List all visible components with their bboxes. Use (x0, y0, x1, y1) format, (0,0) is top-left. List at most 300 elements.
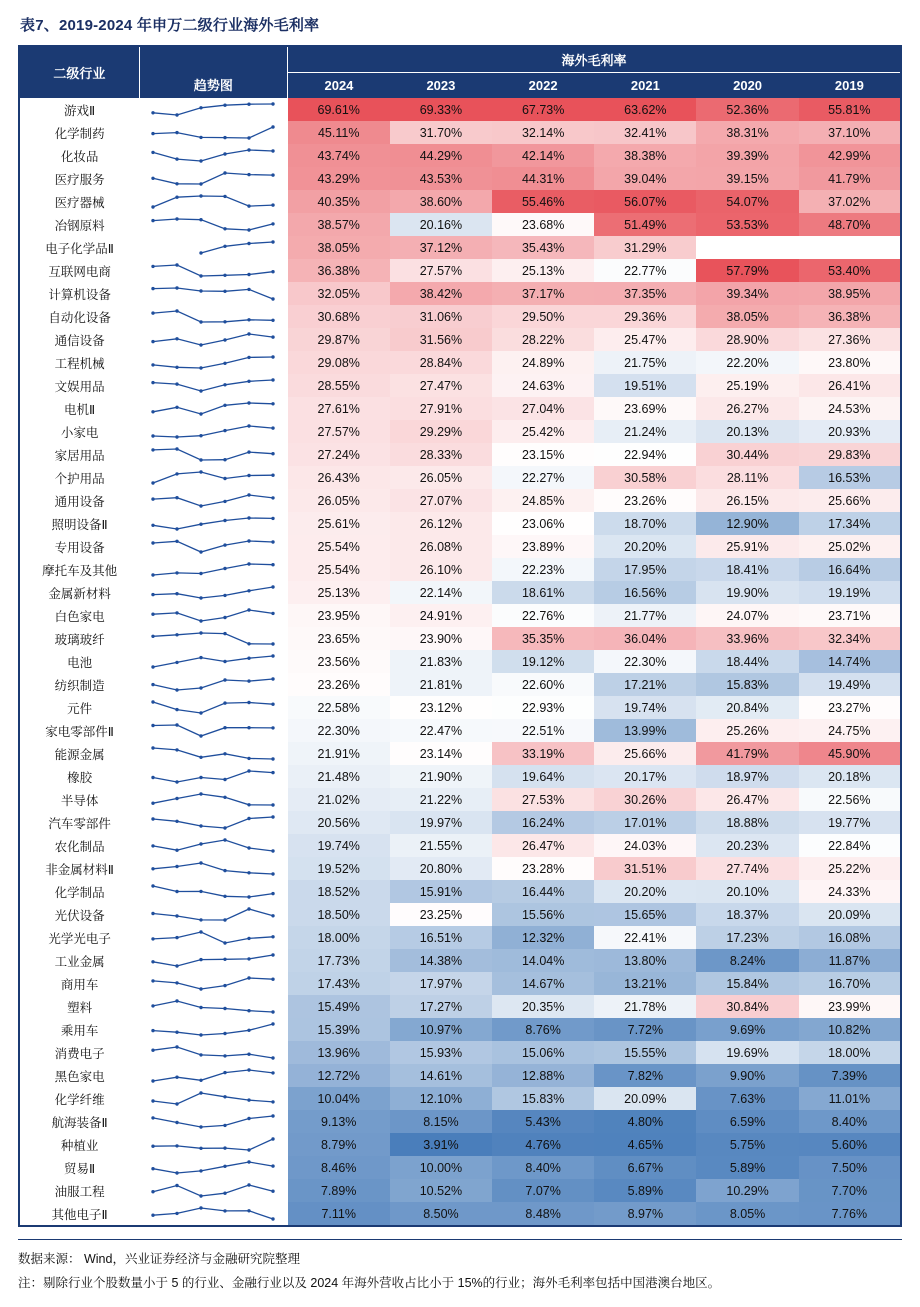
row-trend-sparkline (139, 305, 287, 328)
row-value-2020: 22.20% (696, 351, 798, 374)
row-value-2022: 16.44% (492, 880, 594, 903)
row-value-2023: 23.25% (390, 903, 492, 926)
row-value-2024: 29.08% (288, 351, 390, 374)
row-value-2024: 7.11% (288, 1202, 390, 1226)
row-value-2024: 26.43% (288, 466, 390, 489)
row-value-2023: 10.00% (390, 1156, 492, 1179)
row-value-2022: 15.06% (492, 1041, 594, 1064)
row-value-2021: 18.70% (594, 512, 696, 535)
row-trend-sparkline (139, 535, 287, 558)
row-value-2021: 23.26% (594, 489, 696, 512)
table-row (19, 236, 901, 259)
row-value-2019: 37.02% (799, 190, 901, 213)
table-row (19, 512, 901, 535)
row-value-2021: 13.80% (594, 949, 696, 972)
row-value-2024: 15.39% (288, 1018, 390, 1041)
row-value-2021: 24.03% (594, 834, 696, 857)
row-value-2022: 22.27% (492, 466, 594, 489)
row-value-2021: 22.41% (594, 926, 696, 949)
row-value-2021: 8.97% (594, 1202, 696, 1226)
table-row (19, 443, 901, 466)
row-trend-sparkline (139, 581, 287, 604)
row-value-2019: 24.33% (799, 880, 901, 903)
row-value-2024: 21.02% (288, 788, 390, 811)
row-value-2021: 31.51% (594, 857, 696, 880)
table-row (19, 420, 901, 443)
row-value-2020: 25.26% (696, 719, 798, 742)
source-note: 数据来源： Wind，兴业证券经济与金融研究院整理 (18, 1252, 300, 1266)
row-trend-sparkline (139, 512, 287, 535)
table-row (19, 696, 901, 719)
row-value-2023: 14.38% (390, 949, 492, 972)
table-row (19, 949, 901, 972)
row-trend-sparkline (139, 167, 287, 190)
table-row (19, 972, 901, 995)
row-value-2022: 42.14% (492, 144, 594, 167)
row-value-2020: 38.31% (696, 121, 798, 144)
row-value-2021: 31.29% (594, 236, 696, 259)
table-row (19, 834, 901, 857)
row-value-2020: 38.05% (696, 305, 798, 328)
row-industry-label: 其他电子Ⅱ (51, 1207, 108, 1222)
row-value-2020: 20.23% (696, 834, 798, 857)
row-value-2019: 32.34% (799, 627, 901, 650)
row-value-2019: 55.81% (799, 98, 901, 121)
row-value-2020: 7.63% (696, 1087, 798, 1110)
row-value-2022: 19.64% (492, 765, 594, 788)
row-trend-sparkline (139, 397, 287, 420)
row-value-2024: 20.56% (288, 811, 390, 834)
row-value-2019: 16.08% (799, 926, 901, 949)
table-row (19, 167, 901, 190)
row-value-2021: 22.77% (594, 259, 696, 282)
row-value-2022: 22.51% (492, 719, 594, 742)
row-value-2019: 7.39% (799, 1064, 901, 1087)
row-value-2020: 52.36% (696, 98, 798, 121)
row-trend-sparkline (139, 489, 287, 512)
row-trend-sparkline (139, 282, 287, 305)
row-value-2024: 32.05% (288, 282, 390, 305)
row-value-2021: 21.75% (594, 351, 696, 374)
row-trend-sparkline (139, 673, 287, 696)
row-value-2019 (799, 236, 901, 259)
row-trend-sparkline (139, 190, 287, 213)
header-trend: 趋势图 (139, 46, 287, 98)
row-trend-sparkline (139, 765, 287, 788)
table-row (19, 374, 901, 397)
row-trend-sparkline (139, 627, 287, 650)
row-value-2021: 21.77% (594, 604, 696, 627)
row-value-2023: 27.47% (390, 374, 492, 397)
row-value-2019: 16.70% (799, 972, 901, 995)
row-value-2022: 26.47% (492, 834, 594, 857)
row-value-2024: 25.54% (288, 558, 390, 581)
row-trend-sparkline (139, 121, 287, 144)
row-value-2020: 41.79% (696, 742, 798, 765)
header-row-group (19, 46, 901, 72)
row-industry-label: 医疗服务 (54, 172, 105, 187)
row-value-2023: 10.52% (390, 1179, 492, 1202)
row-value-2019: 27.36% (799, 328, 901, 351)
row-value-2022: 12.88% (492, 1064, 594, 1087)
row-value-2022: 35.35% (492, 627, 594, 650)
row-value-2019: 20.93% (799, 420, 901, 443)
row-value-2021: 13.21% (594, 972, 696, 995)
row-industry-label: 通信设备 (54, 333, 105, 348)
row-trend-sparkline (139, 972, 287, 995)
row-value-2022: 22.93% (492, 696, 594, 719)
row-value-2019: 11.01% (799, 1087, 901, 1110)
row-value-2023: 37.12% (390, 236, 492, 259)
row-value-2019: 41.79% (799, 167, 901, 190)
row-value-2023: 8.50% (390, 1202, 492, 1226)
row-value-2019: 42.99% (799, 144, 901, 167)
row-value-2020: 8.05% (696, 1202, 798, 1226)
table-footer (18, 1239, 902, 1295)
row-value-2024: 26.05% (288, 489, 390, 512)
row-trend-sparkline (139, 374, 287, 397)
row-value-2023: 69.33% (390, 98, 492, 121)
row-value-2024: 27.61% (288, 397, 390, 420)
row-value-2023: 38.42% (390, 282, 492, 305)
row-industry-label: 农化制品 (54, 839, 105, 854)
row-industry-label: 摩托车及其他 (42, 563, 118, 578)
row-value-2020: 18.41% (696, 558, 798, 581)
row-value-2023: 21.81% (390, 673, 492, 696)
row-value-2019: 23.99% (799, 995, 901, 1018)
row-value-2023: 21.90% (390, 765, 492, 788)
row-industry-label: 照明设备Ⅱ (51, 517, 108, 532)
row-value-2022: 44.31% (492, 167, 594, 190)
row-value-2020: 18.37% (696, 903, 798, 926)
row-value-2023: 15.93% (390, 1041, 492, 1064)
row-value-2023: 26.12% (390, 512, 492, 535)
row-value-2022: 28.22% (492, 328, 594, 351)
row-value-2022: 24.89% (492, 351, 594, 374)
row-value-2021: 15.65% (594, 903, 696, 926)
table-row (19, 650, 901, 673)
row-value-2020: 53.53% (696, 213, 798, 236)
row-value-2019: 18.00% (799, 1041, 901, 1064)
row-trend-sparkline (139, 1110, 287, 1133)
row-trend-sparkline (139, 1064, 287, 1087)
row-trend-sparkline (139, 259, 287, 282)
row-value-2020: 19.69% (696, 1041, 798, 1064)
row-industry-label: 工业金属 (54, 954, 105, 969)
row-value-2024: 8.79% (288, 1133, 390, 1156)
row-value-2022: 15.83% (492, 1087, 594, 1110)
row-value-2022: 5.43% (492, 1110, 594, 1133)
table-row (19, 1064, 901, 1087)
header-year-2019: 2019 (799, 72, 901, 98)
row-value-2021: 21.24% (594, 420, 696, 443)
row-value-2020: 20.84% (696, 696, 798, 719)
row-value-2023: 22.14% (390, 581, 492, 604)
row-value-2023: 29.29% (390, 420, 492, 443)
row-value-2024: 28.55% (288, 374, 390, 397)
row-value-2024: 36.38% (288, 259, 390, 282)
row-value-2022: 35.43% (492, 236, 594, 259)
row-industry-label: 工程机械 (54, 356, 105, 371)
row-value-2023: 31.06% (390, 305, 492, 328)
row-value-2021: 4.65% (594, 1133, 696, 1156)
row-trend-sparkline (139, 880, 287, 903)
row-value-2019: 25.02% (799, 535, 901, 558)
row-trend-sparkline (139, 834, 287, 857)
row-value-2021: 25.66% (594, 742, 696, 765)
row-value-2022: 33.19% (492, 742, 594, 765)
row-value-2020: 54.07% (696, 190, 798, 213)
row-industry-label: 小家电 (60, 425, 99, 440)
row-value-2019: 45.90% (799, 742, 901, 765)
row-trend-sparkline (139, 144, 287, 167)
row-value-2022: 22.76% (492, 604, 594, 627)
row-value-2024: 17.73% (288, 949, 390, 972)
table-row (19, 489, 901, 512)
row-value-2023: 21.83% (390, 650, 492, 673)
row-industry-label: 化学制药 (54, 126, 105, 141)
row-value-2020: 17.23% (696, 926, 798, 949)
row-trend-sparkline (139, 98, 287, 121)
row-value-2020: 30.44% (696, 443, 798, 466)
row-value-2022: 4.76% (492, 1133, 594, 1156)
table-row (19, 98, 901, 121)
row-value-2023: 26.08% (390, 535, 492, 558)
row-value-2019: 19.19% (799, 581, 901, 604)
row-value-2021: 16.56% (594, 581, 696, 604)
table-row (19, 903, 901, 926)
row-value-2020: 30.84% (696, 995, 798, 1018)
row-value-2024: 23.95% (288, 604, 390, 627)
row-value-2019: 23.71% (799, 604, 901, 627)
row-value-2022: 32.14% (492, 121, 594, 144)
row-value-2019: 7.70% (799, 1179, 901, 1202)
row-trend-sparkline (139, 604, 287, 627)
row-value-2021: 63.62% (594, 98, 696, 121)
table-row (19, 719, 901, 742)
row-industry-label: 冶钢原料 (54, 218, 105, 233)
table-row (19, 144, 901, 167)
row-value-2023: 26.05% (390, 466, 492, 489)
row-value-2020: 26.47% (696, 788, 798, 811)
row-value-2019: 10.82% (799, 1018, 901, 1041)
row-trend-sparkline (139, 995, 287, 1018)
row-value-2024: 19.74% (288, 834, 390, 857)
row-value-2019: 19.49% (799, 673, 901, 696)
row-value-2020: 8.24% (696, 949, 798, 972)
row-trend-sparkline (139, 1041, 287, 1064)
row-value-2022: 8.48% (492, 1202, 594, 1226)
row-trend-sparkline (139, 420, 287, 443)
row-value-2023: 17.97% (390, 972, 492, 995)
row-value-2024: 23.56% (288, 650, 390, 673)
row-value-2021: 22.30% (594, 650, 696, 673)
row-value-2021: 37.35% (594, 282, 696, 305)
row-value-2022: 8.76% (492, 1018, 594, 1041)
row-value-2020: 5.75% (696, 1133, 798, 1156)
row-value-2024: 38.57% (288, 213, 390, 236)
row-value-2023: 23.12% (390, 696, 492, 719)
table-row (19, 742, 901, 765)
table-row (19, 1156, 901, 1179)
header-year-2023: 2023 (390, 72, 492, 98)
table-row (19, 1110, 901, 1133)
row-value-2020: 20.10% (696, 880, 798, 903)
row-value-2024: 19.52% (288, 857, 390, 880)
row-value-2022: 55.46% (492, 190, 594, 213)
row-value-2023: 31.70% (390, 121, 492, 144)
row-value-2023: 23.90% (390, 627, 492, 650)
row-value-2024: 21.48% (288, 765, 390, 788)
row-value-2019: 5.60% (799, 1133, 901, 1156)
row-value-2023: 26.10% (390, 558, 492, 581)
row-trend-sparkline (139, 719, 287, 742)
row-industry-label: 橡胶 (67, 770, 93, 785)
row-value-2023: 28.33% (390, 443, 492, 466)
header-industry: 二级行业 (19, 46, 139, 98)
row-value-2021: 19.74% (594, 696, 696, 719)
row-value-2023: 43.53% (390, 167, 492, 190)
heatmap-table (18, 45, 902, 1227)
row-trend-sparkline (139, 1018, 287, 1041)
row-value-2023: 28.84% (390, 351, 492, 374)
row-value-2024: 23.26% (288, 673, 390, 696)
row-value-2024: 69.61% (288, 98, 390, 121)
row-value-2021: 30.58% (594, 466, 696, 489)
row-value-2019: 22.56% (799, 788, 901, 811)
row-trend-sparkline (139, 788, 287, 811)
header-year-2021: 2021 (594, 72, 696, 98)
row-industry-label: 元件 (67, 701, 93, 716)
row-value-2023: 27.57% (390, 259, 492, 282)
row-industry-label: 化学纤维 (54, 1092, 105, 1107)
row-value-2021: 7.72% (594, 1018, 696, 1041)
row-value-2021: 17.01% (594, 811, 696, 834)
row-value-2022: 27.04% (492, 397, 594, 420)
row-value-2021: 56.07% (594, 190, 696, 213)
row-value-2022: 24.63% (492, 374, 594, 397)
header-year-2022: 2022 (492, 72, 594, 98)
row-value-2023: 10.97% (390, 1018, 492, 1041)
row-trend-sparkline (139, 1202, 287, 1226)
row-value-2022: 23.89% (492, 535, 594, 558)
row-value-2024: 18.50% (288, 903, 390, 926)
row-trend-sparkline (139, 558, 287, 581)
row-value-2019: 48.70% (799, 213, 901, 236)
row-value-2022: 15.56% (492, 903, 594, 926)
header-year-2024: 2024 (288, 72, 390, 98)
row-industry-label: 商用车 (60, 977, 99, 992)
row-trend-sparkline (139, 857, 287, 880)
row-value-2020: 27.74% (696, 857, 798, 880)
row-value-2020: 28.11% (696, 466, 798, 489)
row-value-2024: 17.43% (288, 972, 390, 995)
table-row (19, 811, 901, 834)
table-row (19, 305, 901, 328)
row-industry-label: 乘用车 (60, 1023, 99, 1038)
row-value-2020: 12.90% (696, 512, 798, 535)
row-value-2023: 16.51% (390, 926, 492, 949)
row-value-2019: 11.87% (799, 949, 901, 972)
row-value-2024: 38.05% (288, 236, 390, 259)
row-trend-sparkline (139, 949, 287, 972)
table-row (19, 397, 901, 420)
table-row (19, 466, 901, 489)
row-industry-label: 汽车零部件 (48, 816, 111, 831)
row-value-2022: 37.17% (492, 282, 594, 305)
row-value-2020: 15.83% (696, 673, 798, 696)
row-industry-label: 光学光电子 (48, 931, 111, 946)
row-value-2021: 5.89% (594, 1179, 696, 1202)
row-value-2019: 37.10% (799, 121, 901, 144)
table-row (19, 627, 901, 650)
row-value-2022: 14.67% (492, 972, 594, 995)
table-row (19, 604, 901, 627)
row-value-2019: 16.53% (799, 466, 901, 489)
row-value-2023: 21.55% (390, 834, 492, 857)
row-trend-sparkline (139, 811, 287, 834)
row-industry-label: 黑色家电 (54, 1069, 105, 1084)
row-trend-sparkline (139, 926, 287, 949)
row-industry-label: 个护用品 (54, 471, 105, 486)
row-value-2022: 27.53% (492, 788, 594, 811)
row-industry-label: 消费电子 (54, 1046, 105, 1061)
row-value-2024: 25.61% (288, 512, 390, 535)
row-trend-sparkline (139, 696, 287, 719)
row-industry-label: 航海装备Ⅱ (51, 1115, 108, 1130)
row-value-2024: 25.54% (288, 535, 390, 558)
row-value-2024: 7.89% (288, 1179, 390, 1202)
row-value-2024: 10.04% (288, 1087, 390, 1110)
row-value-2019: 17.34% (799, 512, 901, 535)
row-value-2020: 18.88% (696, 811, 798, 834)
row-value-2020: 26.15% (696, 489, 798, 512)
row-value-2021: 20.20% (594, 880, 696, 903)
row-value-2021: 19.51% (594, 374, 696, 397)
row-trend-sparkline (139, 443, 287, 466)
row-value-2023: 22.47% (390, 719, 492, 742)
table-row (19, 535, 901, 558)
row-value-2021: 22.94% (594, 443, 696, 466)
row-value-2021: 20.20% (594, 535, 696, 558)
row-value-2021: 51.49% (594, 213, 696, 236)
row-value-2019: 24.75% (799, 719, 901, 742)
table-row (19, 1018, 901, 1041)
row-value-2020: 18.97% (696, 765, 798, 788)
table-head (19, 46, 901, 98)
row-value-2020: 39.39% (696, 144, 798, 167)
row-value-2024: 43.29% (288, 167, 390, 190)
row-value-2019: 24.53% (799, 397, 901, 420)
row-value-2023: 44.29% (390, 144, 492, 167)
row-value-2020: 25.19% (696, 374, 798, 397)
table-row (19, 351, 901, 374)
row-trend-sparkline (139, 1156, 287, 1179)
row-value-2024: 22.58% (288, 696, 390, 719)
row-value-2020: 39.34% (696, 282, 798, 305)
row-industry-label: 玻璃玻纤 (54, 632, 105, 647)
table-row (19, 857, 901, 880)
row-industry-label: 纺织制造 (54, 678, 105, 693)
row-industry-label: 通用设备 (54, 494, 105, 509)
row-value-2019: 20.09% (799, 903, 901, 926)
row-value-2020: 26.27% (696, 397, 798, 420)
row-value-2024: 30.68% (288, 305, 390, 328)
row-value-2024: 8.46% (288, 1156, 390, 1179)
row-value-2021: 20.17% (594, 765, 696, 788)
row-value-2023: 15.91% (390, 880, 492, 903)
row-value-2020: 5.89% (696, 1156, 798, 1179)
